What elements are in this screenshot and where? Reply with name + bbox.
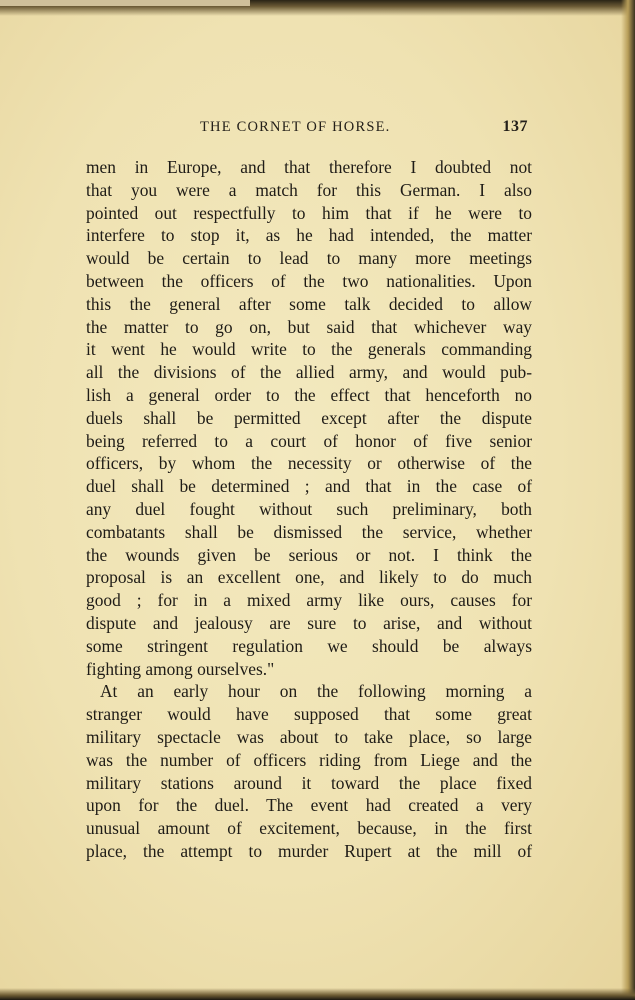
page-header xyxy=(88,118,530,140)
text-line: officers, by whom the necessity or otherwise of the xyxy=(86,453,532,474)
running-head: THE CORNET OF HORSE. xyxy=(200,119,391,135)
text-line: proposal is an excellent one, and likely to do much xyxy=(86,567,532,588)
text-line: military stations around it toward the place fixed xyxy=(86,772,532,793)
text-line: would be certain to lead to many more meetings xyxy=(86,248,532,269)
text-line: lish a general order to the effect that henceforth no xyxy=(86,384,532,405)
text-line: combatants shall be dismissed the service, whether xyxy=(86,521,532,542)
text-line: it went he would write to the generals commanding xyxy=(86,339,532,360)
text-line: was the number of officers riding from Liege and the xyxy=(86,749,532,770)
text-line: pointed out respectfully to him that if he were to xyxy=(86,202,532,223)
text-line: dispute and jealousy are sure to arise, and without xyxy=(86,612,532,633)
text-line: stranger would have supposed that some great xyxy=(86,704,532,725)
text-line: all the divisions of the allied army, and would pub- xyxy=(86,362,532,383)
text-line: being referred to a court of honor of five senior xyxy=(86,430,532,451)
text-line: military spectacle was about to take place, so large xyxy=(86,726,532,747)
text-line: this the general after some talk decided to allow xyxy=(86,293,532,314)
text-line: the matter to go on, but said that whichever way xyxy=(86,316,532,337)
text-line: men in Europe, and that therefore I doubted not xyxy=(86,157,532,177)
text-line: duels shall be permitted except after the dispute xyxy=(86,407,532,428)
text-line: duel shall be determined ; and that in the case of xyxy=(86,476,532,497)
text-line: that you were a match for this German. I also xyxy=(86,179,532,200)
text-line: interfere to stop it, as he had intended, the matter xyxy=(86,225,532,246)
text-line: fighting among ourselves." xyxy=(86,658,275,679)
bottom-page-shadow xyxy=(0,988,635,1000)
text-line: upon for the duel. The event had created a very xyxy=(86,795,532,816)
text-line: At an early hour on the following morning a xyxy=(100,681,532,702)
text-line: any duel fought without such preliminary, both xyxy=(86,498,532,519)
text-line: between the officers of the two nationalities. Upon xyxy=(86,270,532,291)
page-edge-shadow xyxy=(621,0,635,1000)
top-page-shadow xyxy=(0,0,635,16)
text-line: place, the attempt to murder Rupert at the mill of xyxy=(86,840,532,861)
body-text xyxy=(86,156,532,863)
text-line: unusual amount of excitement, because, in the first xyxy=(86,818,532,839)
text-line: good ; for in a mixed army like ours, causes for xyxy=(86,590,532,611)
text-line: some stringent regulation we should be always xyxy=(86,635,532,656)
page-number: 137 xyxy=(502,118,528,135)
text-line: the wounds given be serious or not. I think the xyxy=(86,544,532,565)
